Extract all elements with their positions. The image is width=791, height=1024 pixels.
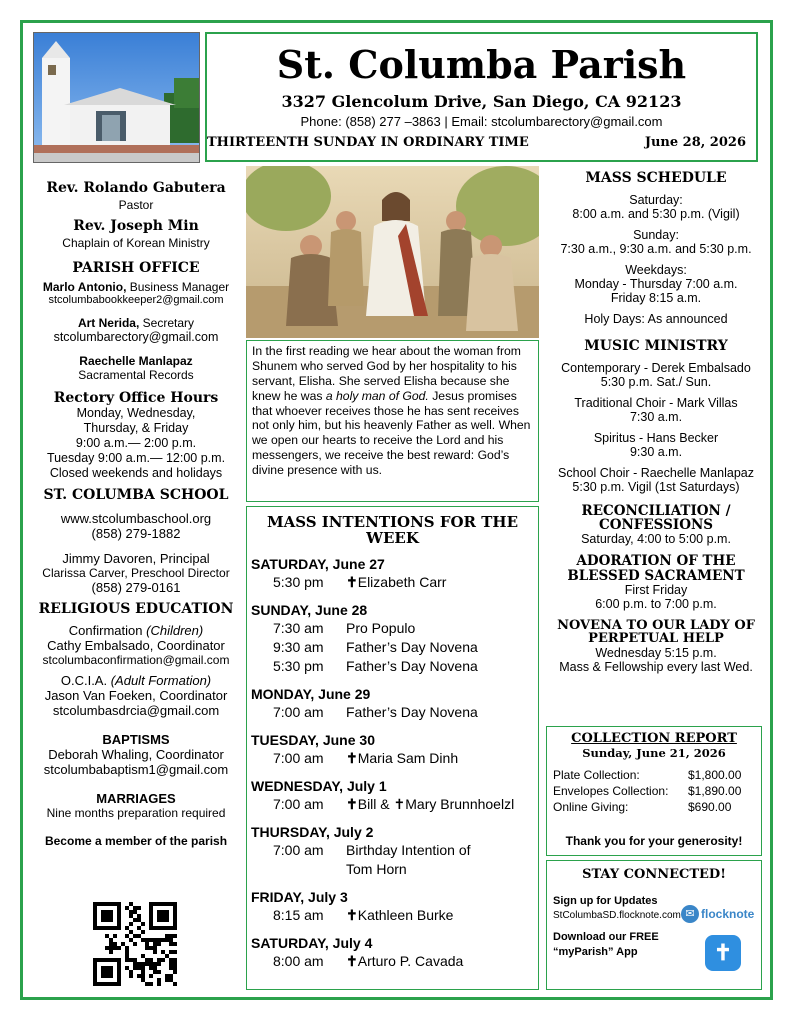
intention-name: Tom Horn — [346, 860, 407, 877]
intention-time: 8:00 am — [273, 952, 324, 969]
mass-schedule-list — [550, 193, 762, 326]
marriages-note: Nine months preparation required — [46, 806, 226, 820]
mass-schedule-line: Holy Days: As announced — [584, 312, 728, 326]
intention-time: 5:30 pm — [273, 573, 324, 590]
become-member: Become a member of the parish — [44, 834, 228, 848]
religious-ed-heading: RELIGIOUS EDUCATION — [38, 601, 234, 617]
preschool-phone: (858) 279-0161 — [91, 580, 181, 595]
left-column — [30, 180, 242, 848]
intention-name: Father’s Day Novena — [346, 703, 478, 720]
right-column — [550, 170, 762, 674]
flocknote-logo[interactable] — [681, 905, 754, 923]
intention-text — [346, 574, 446, 593]
intention-row — [247, 842, 538, 861]
intention-time — [247, 861, 346, 880]
novena-note: Mass & Fellowship every last Wed. — [559, 659, 753, 674]
reading-emphasis: a holy man of God. — [325, 388, 429, 403]
flocknote-icon: ✉ — [681, 905, 699, 923]
clergy-role-2: Chaplain of Korean Ministry — [62, 236, 210, 250]
collection-date: Sunday, June 21, 2026 — [582, 746, 726, 760]
collection-heading: COLLECTION REPORT — [571, 731, 737, 746]
intention-time: 5:30 pm — [273, 657, 324, 674]
music-line: Traditional Choir - Mark Villas — [574, 396, 738, 410]
staff-name-1: Marlo Antonio, — [42, 280, 127, 294]
confirmation-email: stcolumbaconfirmation@gmail.com — [42, 653, 230, 667]
jesus-illustration — [246, 166, 539, 338]
intention-row — [247, 639, 538, 658]
intention-name: Bill & ✝Mary Brunnhoelzl — [357, 795, 515, 812]
intention-text — [346, 796, 514, 815]
music-line: 9:30 a.m. — [629, 445, 683, 459]
intention-text — [346, 861, 407, 880]
clergy-name-2: Rev. Joseph Min — [73, 218, 199, 234]
intention-time: 7:00 am — [273, 795, 324, 812]
intention-day: MONDAY, June 29 — [251, 685, 371, 702]
baptisms-coordinator: Deborah Whaling, Coordinator — [48, 747, 224, 762]
intention-time: 9:30 am — [273, 638, 324, 655]
collection-rows — [547, 768, 761, 816]
staff-name-3: Raechelle Manlapaz — [79, 354, 193, 368]
cross-icon: ✝ — [346, 952, 358, 969]
myparish-app-icon[interactable]: ✝ — [705, 935, 741, 971]
intention-row — [247, 620, 538, 639]
mass-schedule-block — [550, 193, 762, 221]
music-block — [550, 431, 762, 459]
mass-schedule-line: 7:30 a.m., 9:30 a.m. and 5:30 p.m. — [560, 242, 752, 256]
intention-row — [247, 953, 538, 972]
collection-row — [547, 800, 761, 816]
parish-office-heading: PARISH OFFICE — [72, 260, 200, 276]
music-block — [550, 396, 762, 424]
intention-time: 7:00 am — [273, 703, 324, 720]
intention-day: SATURDAY, June 27 — [251, 555, 385, 572]
reconciliation-time: Saturday, 4:00 to 5:00 p.m. — [581, 532, 731, 547]
cross-icon: ✝ — [346, 749, 358, 766]
parish-address: 3327 Glencolum Drive, San Diego, CA 92123 — [281, 92, 682, 111]
mass-schedule-line: 8:00 a.m. and 5:30 p.m. (Vigil) — [572, 207, 740, 221]
intention-day: SUNDAY, June 28 — [251, 601, 368, 618]
intention-time: 7:30 am — [273, 619, 324, 636]
music-line: 5:30 p.m. Vigil (1st Saturdays) — [572, 480, 740, 494]
mass-schedule-line: Monday - Thursday 7:00 a.m. — [574, 277, 738, 291]
intention-row — [247, 907, 538, 926]
baptisms-email: stcolumbabaptism1@gmail.com — [43, 762, 229, 777]
staff-role-3: Sacramental Records — [78, 368, 194, 382]
preschool-director: Clarissa Carver, Preschool Director — [42, 566, 230, 580]
reading-text-end: Jesus promises that whoever receives those he has sent receives not only him, but his heavenly Father as well. When we open our hearts to receive the Lord and his messengers, we receive the best reward: God’s divine presence with us. — [252, 388, 531, 477]
mass-schedule-line: Saturday: — [629, 193, 683, 207]
parish-contact: Phone: (858) 277 –3863 | Email: stcolumbarectory@gmail.com — [300, 114, 663, 129]
mass-schedule-block — [550, 312, 762, 326]
school-principal: Jimmy Davoren, Principal — [62, 551, 210, 566]
intention-time: 7:00 am — [273, 749, 324, 766]
cross-icon: ✝ — [346, 795, 358, 812]
intention-row — [247, 704, 538, 723]
ocia-email: stcolumbasdrcia@gmail.com — [52, 703, 220, 718]
intention-text — [346, 907, 453, 926]
music-block — [550, 466, 762, 494]
intention-name: Father’s Day Novena — [346, 657, 478, 674]
staff-email-2: stcolumbarectory@gmail.com — [53, 330, 219, 344]
clergy-role-1: Pastor — [118, 198, 154, 212]
intention-day: FRIDAY, July 3 — [251, 888, 348, 905]
reading-text: In the first reading we hear about the woman from Shunem who served God by her hospitality to his servant, Elisha. She served Elisha because she knew he was — [252, 344, 521, 403]
music-list — [550, 361, 762, 494]
intention-text — [346, 953, 463, 972]
baptisms-heading: BAPTISMS — [102, 732, 170, 747]
adoration-time: 6:00 p.m. to 7:00 p.m. — [595, 596, 717, 611]
adoration-heading: ADORATION OF THE BLESSED SACRAMENT — [567, 553, 745, 584]
intention-text — [346, 620, 415, 639]
intention-row — [247, 796, 538, 815]
rectory-heading: Rectory Office Hours — [53, 390, 219, 406]
mass-intentions-box — [246, 506, 539, 990]
liturgical-sunday: THIRTEENTH SUNDAY IN ORDINARY TIME — [207, 135, 529, 150]
music-line: 7:30 a.m. — [629, 410, 683, 424]
intention-text — [346, 704, 478, 723]
clergy-name-1: Rev. Rolando Gabutera — [46, 180, 226, 196]
intention-name: Pro Populo — [346, 619, 416, 636]
intention-day: WEDNESDAY, July 1 — [251, 777, 387, 794]
stay-heading: STAY CONNECTED! — [582, 867, 726, 882]
music-line: School Choir - Raechelle Manlapaz — [558, 466, 754, 480]
intention-text — [346, 750, 458, 769]
intention-name: Birthday Intention of — [346, 841, 471, 858]
ocia-coordinator: Jason Van Foeken, Coordinator — [44, 688, 228, 703]
parish-title: St. Columba Parish — [276, 42, 687, 87]
music-line: Spiritus - Hans Becker — [593, 431, 719, 445]
mass-schedule-heading: MASS SCHEDULE — [585, 170, 727, 186]
collection-thanks: Thank you for your generosity! — [565, 834, 743, 848]
rectory-hours: Monday, Wednesday, Thursday, & Friday 9:00 a.m.— 2:00 p.m. Tuesday 9:00 a.m.— 12:00 p.m. Closed weekends and holidays — [46, 406, 226, 480]
staff-role-2: Secretary — [139, 316, 195, 330]
intentions-list — [247, 556, 538, 972]
stay-connected-box — [546, 860, 762, 990]
intentions-heading: MASS INTENTIONS FOR THE WEEK — [266, 513, 518, 547]
staff-email-1: stcolumbabookkeeper2@gmail.com — [48, 294, 224, 306]
collection-amount: $1,800.00 — [688, 768, 742, 782]
intention-row — [247, 574, 538, 593]
intention-day: THURSDAY, July 2 — [251, 823, 374, 840]
mass-schedule-line: Weekdays: — [625, 263, 687, 277]
intention-time: 7:00 am — [273, 841, 324, 858]
mass-schedule-block — [550, 228, 762, 256]
mass-schedule-line: Friday 8:15 a.m. — [610, 291, 702, 305]
intention-name: Elizabeth Carr — [357, 573, 447, 590]
reconciliation-heading: RECONCILIATION / CONFESSIONS — [581, 503, 731, 534]
novena-heading: NOVENA TO OUR LADY OF PERPETUAL HELP — [557, 617, 755, 647]
intention-name: Father’s Day Novena — [346, 638, 478, 655]
ocia-label: O.C.I.A. — [60, 673, 108, 688]
collection-amount: $690.00 — [688, 800, 732, 814]
school-heading: ST. COLUMBA SCHOOL — [43, 487, 229, 503]
confirmation-note: (Children) — [146, 623, 204, 638]
adoration-day: First Friday — [624, 582, 688, 597]
intention-row — [247, 750, 538, 769]
mass-schedule-block — [550, 263, 762, 305]
school-phone: (858) 279-1882 — [91, 526, 181, 541]
reading-reflection — [246, 340, 539, 502]
intention-text — [346, 842, 471, 861]
intention-row — [247, 658, 538, 677]
sunday-row — [205, 135, 758, 155]
staff-name-2: Art Nerida, — [77, 316, 140, 330]
app-label: “myParish” App — [553, 946, 638, 958]
collection-label: Plate Collection: — [553, 768, 640, 782]
music-block — [550, 361, 762, 389]
signup-url[interactable]: StColumbaSD.flocknote.com — [553, 910, 681, 921]
church-photo — [33, 32, 200, 163]
intention-name: Maria Sam Dinh — [357, 749, 459, 766]
school-website[interactable]: www.stcolumbaschool.org — [60, 511, 212, 526]
intention-text — [346, 658, 478, 677]
staff-role-1: Business Manager — [126, 280, 230, 294]
bulletin-date: June 28, 2026 — [644, 135, 746, 150]
collection-report — [546, 726, 762, 856]
marriages-heading: MARRIAGES — [96, 791, 176, 806]
intention-text — [346, 639, 478, 658]
collection-row — [547, 768, 761, 784]
download-label: Download our FREE — [553, 931, 659, 943]
flocknote-label: flocknote — [701, 907, 755, 921]
intention-day: SATURDAY, July 4 — [251, 934, 373, 951]
intention-time: 8:15 am — [273, 906, 324, 923]
cross-icon: ✝ — [346, 573, 358, 590]
qr-code[interactable] — [93, 902, 177, 986]
collection-label: Online Giving: — [553, 800, 629, 814]
intention-name: Kathleen Burke — [357, 906, 454, 923]
mass-schedule-line: Sunday: — [633, 228, 679, 242]
cross-icon: ✝ — [346, 906, 358, 923]
confirmation-label: Confirmation — [68, 623, 143, 638]
music-line: 5:30 p.m. Sat./ Sun. — [600, 375, 712, 389]
music-heading: MUSIC MINISTRY — [584, 338, 728, 354]
intention-day: TUESDAY, June 30 — [251, 731, 375, 748]
confirmation-coordinator: Cathy Embalsado, Coordinator — [47, 638, 225, 653]
music-line: Contemporary - Derek Embalsado — [561, 361, 751, 375]
intention-name: Arturo P. Cavada — [357, 952, 464, 969]
collection-amount: $1,890.00 — [688, 784, 742, 798]
novena-time: Wednesday 5:15 p.m. — [595, 645, 717, 660]
collection-row — [547, 784, 761, 800]
intention-row — [247, 861, 538, 880]
collection-label: Envelopes Collection: — [553, 784, 669, 798]
ocia-note: (Adult Formation) — [110, 673, 212, 688]
signup-label: Sign up for Updates — [553, 895, 658, 907]
